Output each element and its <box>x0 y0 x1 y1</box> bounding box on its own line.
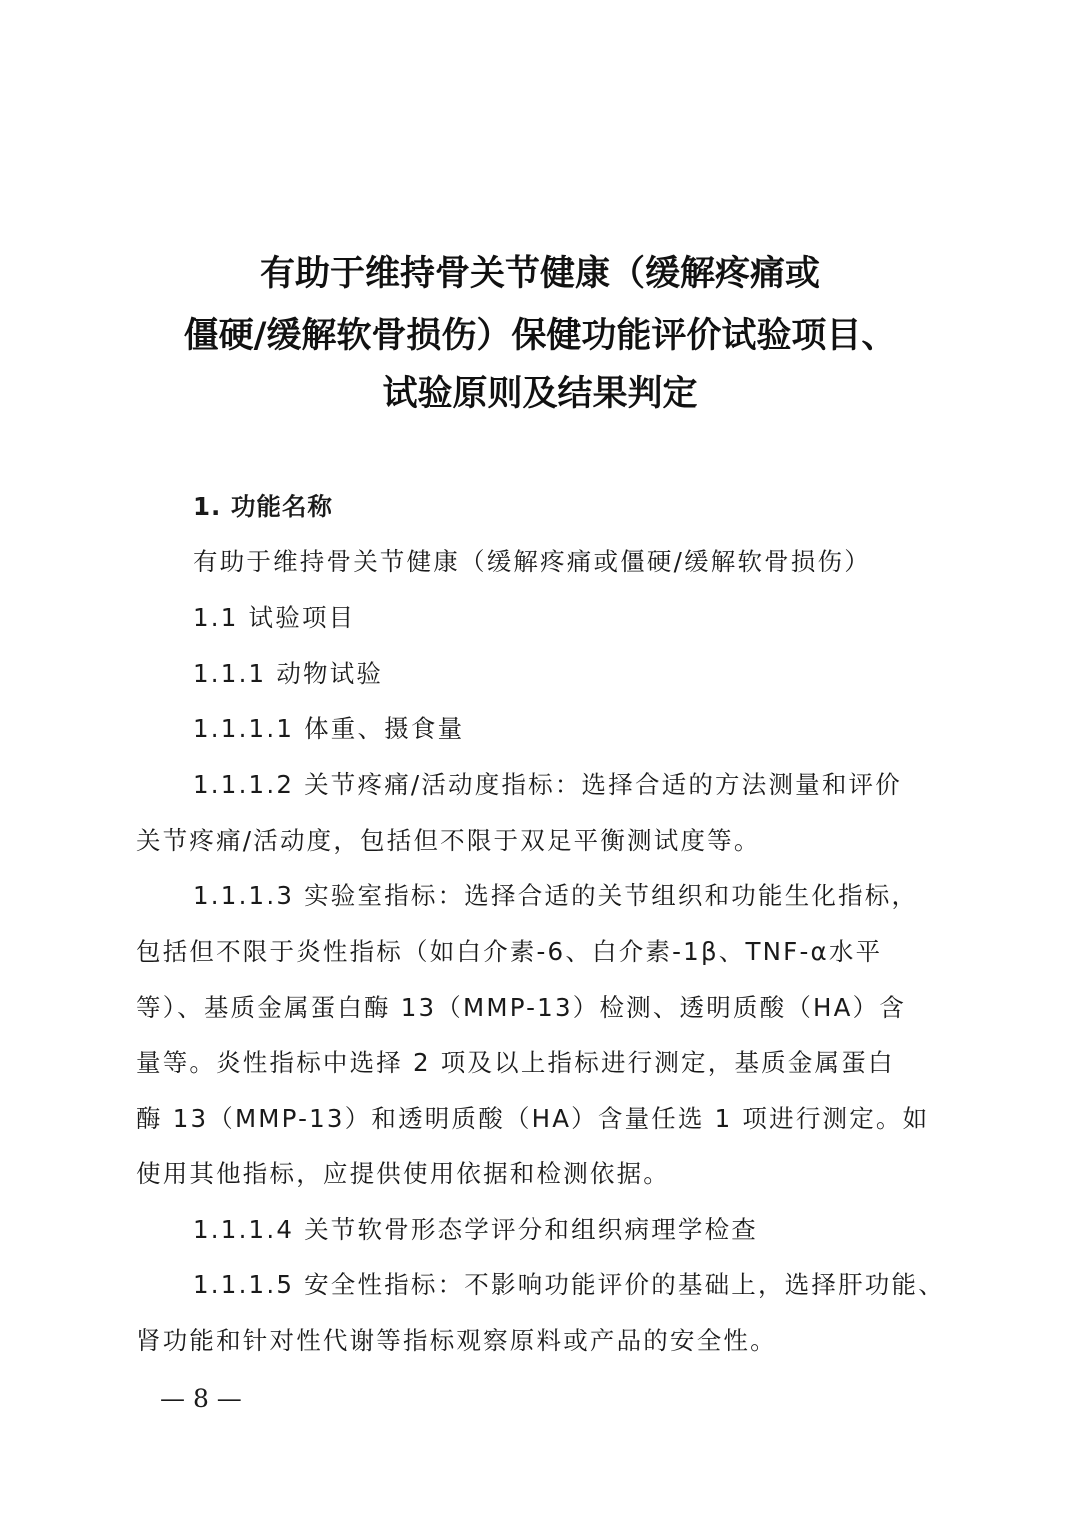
page-number: — 8 — <box>160 1384 242 1413</box>
item-1-1-1-3-line-3: 等）、基质金属蛋白酶 13（MMP-13）检测、透明质酸（HA）含 <box>136 993 907 1022</box>
item-1-1-1-3-line-2: 包括但不限于炎性指标（如白介素-6、白介素-1β、TNF-α水平 <box>136 937 883 966</box>
item-1-1-1-3-line-6: 使用其他指标，应提供使用依据和检测依据。 <box>136 1159 670 1188</box>
item-1-1-1-5-line-1: 1.1.1.5 安全性指标：不影响功能评价的基础上，选择肝功能、 <box>193 1270 945 1299</box>
document-title-line-3: 试验原则及结果判定 <box>382 374 698 414</box>
section-heading-animal-test: 1.1.1 动物试验 <box>193 659 384 688</box>
item-1-1-1-3-line-5: 酶 13（MMP-13）和透明质酸（HA）含量任选 1 项进行测定。如 <box>136 1104 930 1133</box>
item-1-1-1-2-line-1: 1.1.1.2 关节疼痛/活动度指标：选择合适的方法测量和评价 <box>193 770 902 799</box>
item-1-1-1-3-line-4: 量等。炎性指标中选择 2 项及以上指标进行测定，基质金属蛋白 <box>136 1048 895 1077</box>
item-1-1-1-1: 1.1.1.1 体重、摄食量 <box>193 714 465 743</box>
item-1-1-1-2-line-2: 关节疼痛/活动度，包括但不限于双足平衡测试度等。 <box>136 826 761 855</box>
document-title-line-2: 僵硬/缓解软骨损伤）保健功能评价试验项目、 <box>183 316 897 356</box>
item-1-1-1-3-line-1: 1.1.1.3 实验室指标：选择合适的关节组织和功能生化指标， <box>193 881 919 910</box>
section-heading-function-name: 1. 功能名称 <box>193 492 333 521</box>
document-title-line-1: 有助于维持骨关节健康（缓解疼痛或 <box>259 254 820 294</box>
item-1-1-1-4: 1.1.1.4 关节软骨形态学评分和组织病理学检查 <box>193 1215 759 1244</box>
item-1-1-1-5-line-2: 肾功能和针对性代谢等指标观察原料或产品的安全性。 <box>136 1326 777 1355</box>
function-name-text: 有助于维持骨关节健康（缓解疼痛或僵硬/缓解软骨损伤） <box>193 547 871 576</box>
section-heading-test-items: 1.1 试验项目 <box>193 603 356 632</box>
